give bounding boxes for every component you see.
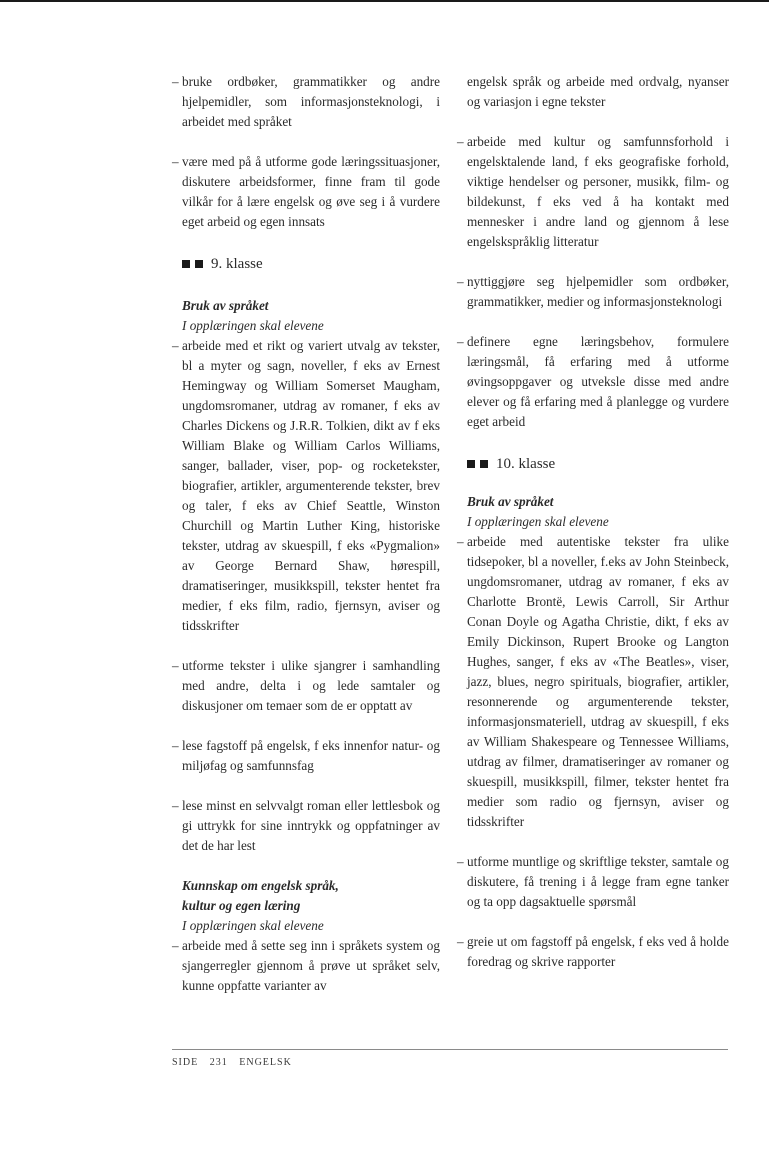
list-item: – bruke ordbøker, grammatikker og andre hjelpemidler, som informasjonsteknologi, i arbeidet med språket — [172, 74, 440, 129]
list-item: – greie ut om fagstoff på engelsk, f eks ved å holde foredrag og skrive rapporter — [457, 934, 729, 969]
list-item: – arbeide med kultur og samfunnsforhold i engelsktalende land, f eks geografiske forhold, viktige hendelser og personer, musikk, film- og bildekunst, f eks ved å ha kontakt med mennesker i andre land og gjennom å lese engelskspråklig litteratur — [457, 134, 729, 249]
grade-heading-10: 10. klasse — [467, 454, 729, 474]
left-column — [172, 72, 440, 996]
square-bullets-icon — [182, 260, 203, 268]
list-item: – være med på å utforme gode læringssituasjoner, diskutere arbeidsformer, finne fram til gode vilkår for å lære engelsk og øve seg i å vurdere eget arbeid og egen innsats — [172, 154, 440, 229]
section-title: Kunnskap om engelsk språk, kultur og egen læring — [182, 878, 339, 913]
page-footer — [172, 1057, 300, 1068]
list-item: – lese minst en selvvalgt roman eller lettlesbok og gi uttrykk for sine inntrykk og oppfatninger av det de har lest — [172, 798, 440, 853]
list-item: – arbeide med autentiske tekster fra ulike tidsepoker, bl a noveller, f.eks av John Steinbeck, ungdomsromaner, utdrag av romaner, f eks av Charlotte Brontë, Lewis Carroll, Sir Arthur Conan Doyle og Agatha Christie, dikt, f eks av Emily Dickinson, Rupert Brooke og Langton Hughes, sanger, f eks av «The Beatles», viser, jazz, blues, negro spirituals, biografier, artikler, resonnerende og argumenterende tekster, informasjonsmateriell, utdrag av skuespill, f eks av William Shakespeare og Tennessee Williams, utdrag av filmer, dramatiseringer av romaner og skuespill, musikkspill, filmer, tekster hentet fra medier som radio og fjernsyn, aviser og tidsskrifter — [457, 534, 729, 829]
square-bullets-icon — [467, 460, 488, 468]
grade-heading-9: 9. klasse — [182, 254, 440, 274]
section-title: Bruk av språket — [467, 494, 554, 509]
top-rule — [0, 0, 769, 2]
list-item: – utforme tekster i ulike sjangrer i samhandling med andre, delta i og lede samtaler og diskusjoner om temaer som de er opptatt av — [172, 658, 440, 713]
footer-rule — [172, 1049, 728, 1050]
right-column — [457, 72, 729, 972]
list-item: – lese fagstoff på engelsk, f eks innenfor natur- og miljøfag og samfunnsfag — [172, 738, 440, 773]
list-item: – utforme muntlige og skriftlige tekster, samtale og diskutere, få trening i å legge fram egne tanker og ta opp dagsaktuelle spørsmål — [457, 854, 729, 909]
section-intro: I opplæringen skal elevene — [182, 918, 324, 933]
section-intro: I opplæringen skal elevene — [182, 318, 324, 333]
list-item: – definere egne læringsbehov, formulere læringsmål, få erfaring med å utforme øvingsoppgaver og utveksle disse med andre elever og få erfaring med å planlegge og vurdere eget arbeid — [457, 334, 729, 429]
page-number: 231 — [209, 1057, 228, 1068]
list-item: – arbeide med å sette seg inn i språkets system og sjangerregler gjennom å prøve ut språket selv, kunne oppfatte varianter av — [172, 938, 440, 993]
section-title: Bruk av språket — [182, 298, 269, 313]
list-item: – arbeide med et rikt og variert utvalg av tekster, bl a myter og sagn, noveller, f eks av Ernest Hemingway og William Somerset Maugham, ungdomsromaner, utdrag av romaner, f eks av Charles Dickens og J.R.R. Tolkien, dikt av f eks William Blake og William Carlos Williams, sanger, ballader, viser, pop- og rocketekster, biografier, artikler, argumenterende tekster, brev og taler, f eks av Chief Seattle, Winston Churchill og Martin Luther King, historiske tekster, utdrag av skuespill, f eks «Pygmalion» av George Bernard Shaw, hørespill, dramatiseringer, musikkspill, tekster hentet fra medier, f eks film, radio, fjernsyn, aviser og tidsskrifter — [172, 338, 440, 633]
list-item: – nyttiggjøre seg hjelpemidler som ordbøker, grammatikker, medier og informasjonsteknologi — [457, 274, 729, 309]
footer-subject: ENGELSK — [239, 1057, 292, 1068]
section-intro: I opplæringen skal elevene — [467, 514, 609, 529]
footer-side-label: SIDE — [172, 1057, 199, 1068]
list-item-continuation: engelsk språk og arbeide med ordvalg, nyanser og variasjon i egne tekster — [467, 74, 729, 109]
